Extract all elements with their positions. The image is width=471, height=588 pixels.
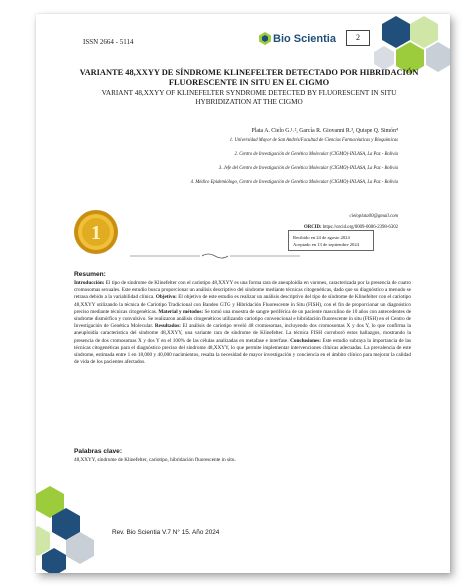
received-date: Recibido en 24 de agosto 2024 — [293, 235, 350, 240]
intro-label: Introducción: — [74, 280, 105, 286]
title-english: VARIANT 48,XXYY OF KLINEFELTER SYNDROME DETECTED BY FLUORESCENT IN SITU HYBRIDIZATION AT THE CIGMO — [101, 89, 397, 106]
abstract-heading: Resumen: — [74, 271, 106, 278]
methods-text: Se tomó una muestra de sangre periférica de un paciente masculino de 10 años con antecedentes de síndrome dismórfico y convulsivo. Se realizaron análisis citogenéticos utilizando cariotipo convencional e hibridación fluorescente in situ (FISH) en el Centro de Investigación de Genética Molecular. — [74, 308, 412, 330]
decorative-hexagons-bottom — [36, 484, 116, 573]
affiliation-2: 2. Centro de Investigación de Genética Molecular (CIGMO)-INLASA, La Paz - Bolivia — [234, 152, 398, 157]
results-label: Resultados: — [154, 323, 181, 330]
methods-label: Material y métodos: — [158, 308, 204, 315]
gold-medal-icon — [72, 208, 120, 256]
affiliation-3: 3. Jefe del Centro de Investigación de Genética Molecular (CIGMO)-INLASA, La Paz - Bolivia — [218, 166, 398, 171]
keywords-heading: Palabras clave: — [74, 448, 123, 455]
medal-number: 1 — [91, 222, 101, 244]
intro-text: El tipo de síndrome de Klinefelter con el cariotipo 48,XXYY es una forma rara de aneuploidía en varones, caracterizada por la presencia de cuatro cromosomas sexuales. Este estudio busca proporcionar un análisis descriptivo del síndrome mediante técnicas citogenéticas, dado que su diagnóstico a menudo se retrasa debido a la variabilidad clínica. — [74, 280, 411, 301]
keywords-text: 48,XXYY, síndrome de Klinefelter, cariotipo, hibridación fluorescente in situ. — [74, 457, 236, 463]
logo-text: Bio Scientia — [273, 32, 336, 45]
results-text: El análisis de cariotipo reveló 48 cromosomas, incluyendo dos cromosomas X y dos Y, lo que confirma la aneuploidía característica del síndrome 48,XXYY, una variante rara de síndrome de Klinefelter. La técnica FISH corroboró estos hallazgos, mostrando la presencia de dos cromosomas X y dos Y en el 100% de las células analizadas en metafase e interfase. — [74, 323, 411, 344]
affiliation-1: 1. Universidad Mayor de San Andrés/Facultad de Ciencias Farmacéuticas y Bioquímicas — [229, 138, 398, 143]
journal-footer: Rev. Bio Scientia V.7 N° 15. Año 2024 — [112, 529, 220, 536]
page-number: 2 — [346, 30, 370, 46]
ornamental-divider — [130, 252, 300, 260]
accepted-date: Aceptado en 13 de septiembre 2024 — [293, 242, 359, 247]
objective-text: El objetivo de este estudio es realizar un análisis descriptivo del tipo de síndrome de Klinefelter con el cariotipo 48,XXYY utilizando la técnica de Cariotipo Tradicional con Bandeo GTG y Hibridación Fluorescente in Situ (FISH), con el fin de proporcionar un diagnóstico preciso mediante técnicas citogenéticas. — [74, 294, 411, 315]
objective-label: Objetivo: — [155, 294, 177, 301]
abstract-body — [74, 280, 411, 366]
conclusions-text: Este estudio subraya la importancia de las técnicas citogenéticas para el diagnóstico preciso del síndrome 48,XXYY, lo que permite implementar intervenciones clínicas adecuadas. La prevalencia de este síndrome, estimada entre 1 en 18,000 y 40,000 nacimientos, resalta la necesidad de mayor investigación y conciencia en el ámbito clínico para mejorar la calidad de vida de los pacientes afectados. — [74, 337, 411, 366]
title-spanish: VARIANTE 48,XXYY DE SÍNDROME KLINEFELTER DETECTADO POR HIBRIDACIÓN FLUORESCENTE IN SITU EN EL CIGMO — [79, 68, 419, 87]
journal-logo — [259, 32, 336, 45]
affiliation-4: 4. Médico Epidemiólogo, Centro de Investigación de Genética Molecular (CIGMO)-INLASA, La Paz - Bolivia — [190, 180, 398, 185]
conclusions-label: Conclusiones: — [290, 337, 322, 344]
paper-page — [36, 14, 450, 573]
orcid-url[interactable]: https://orcid.org/0009-0006-2398-6302 — [322, 225, 398, 230]
issn-label: ISSN 2664 - 5114 — [83, 38, 134, 46]
author-email[interactable]: cieloplata00@gmail.com — [349, 214, 398, 219]
hexagon-logo-icon — [259, 32, 271, 45]
dates-box — [288, 230, 374, 251]
orcid-label: ORCID: — [304, 225, 322, 230]
authors-line: Plata A. Cielo G.¹˒², García R. Giovanni R.³, Quispe Q. Simón⁴ — [251, 128, 398, 134]
